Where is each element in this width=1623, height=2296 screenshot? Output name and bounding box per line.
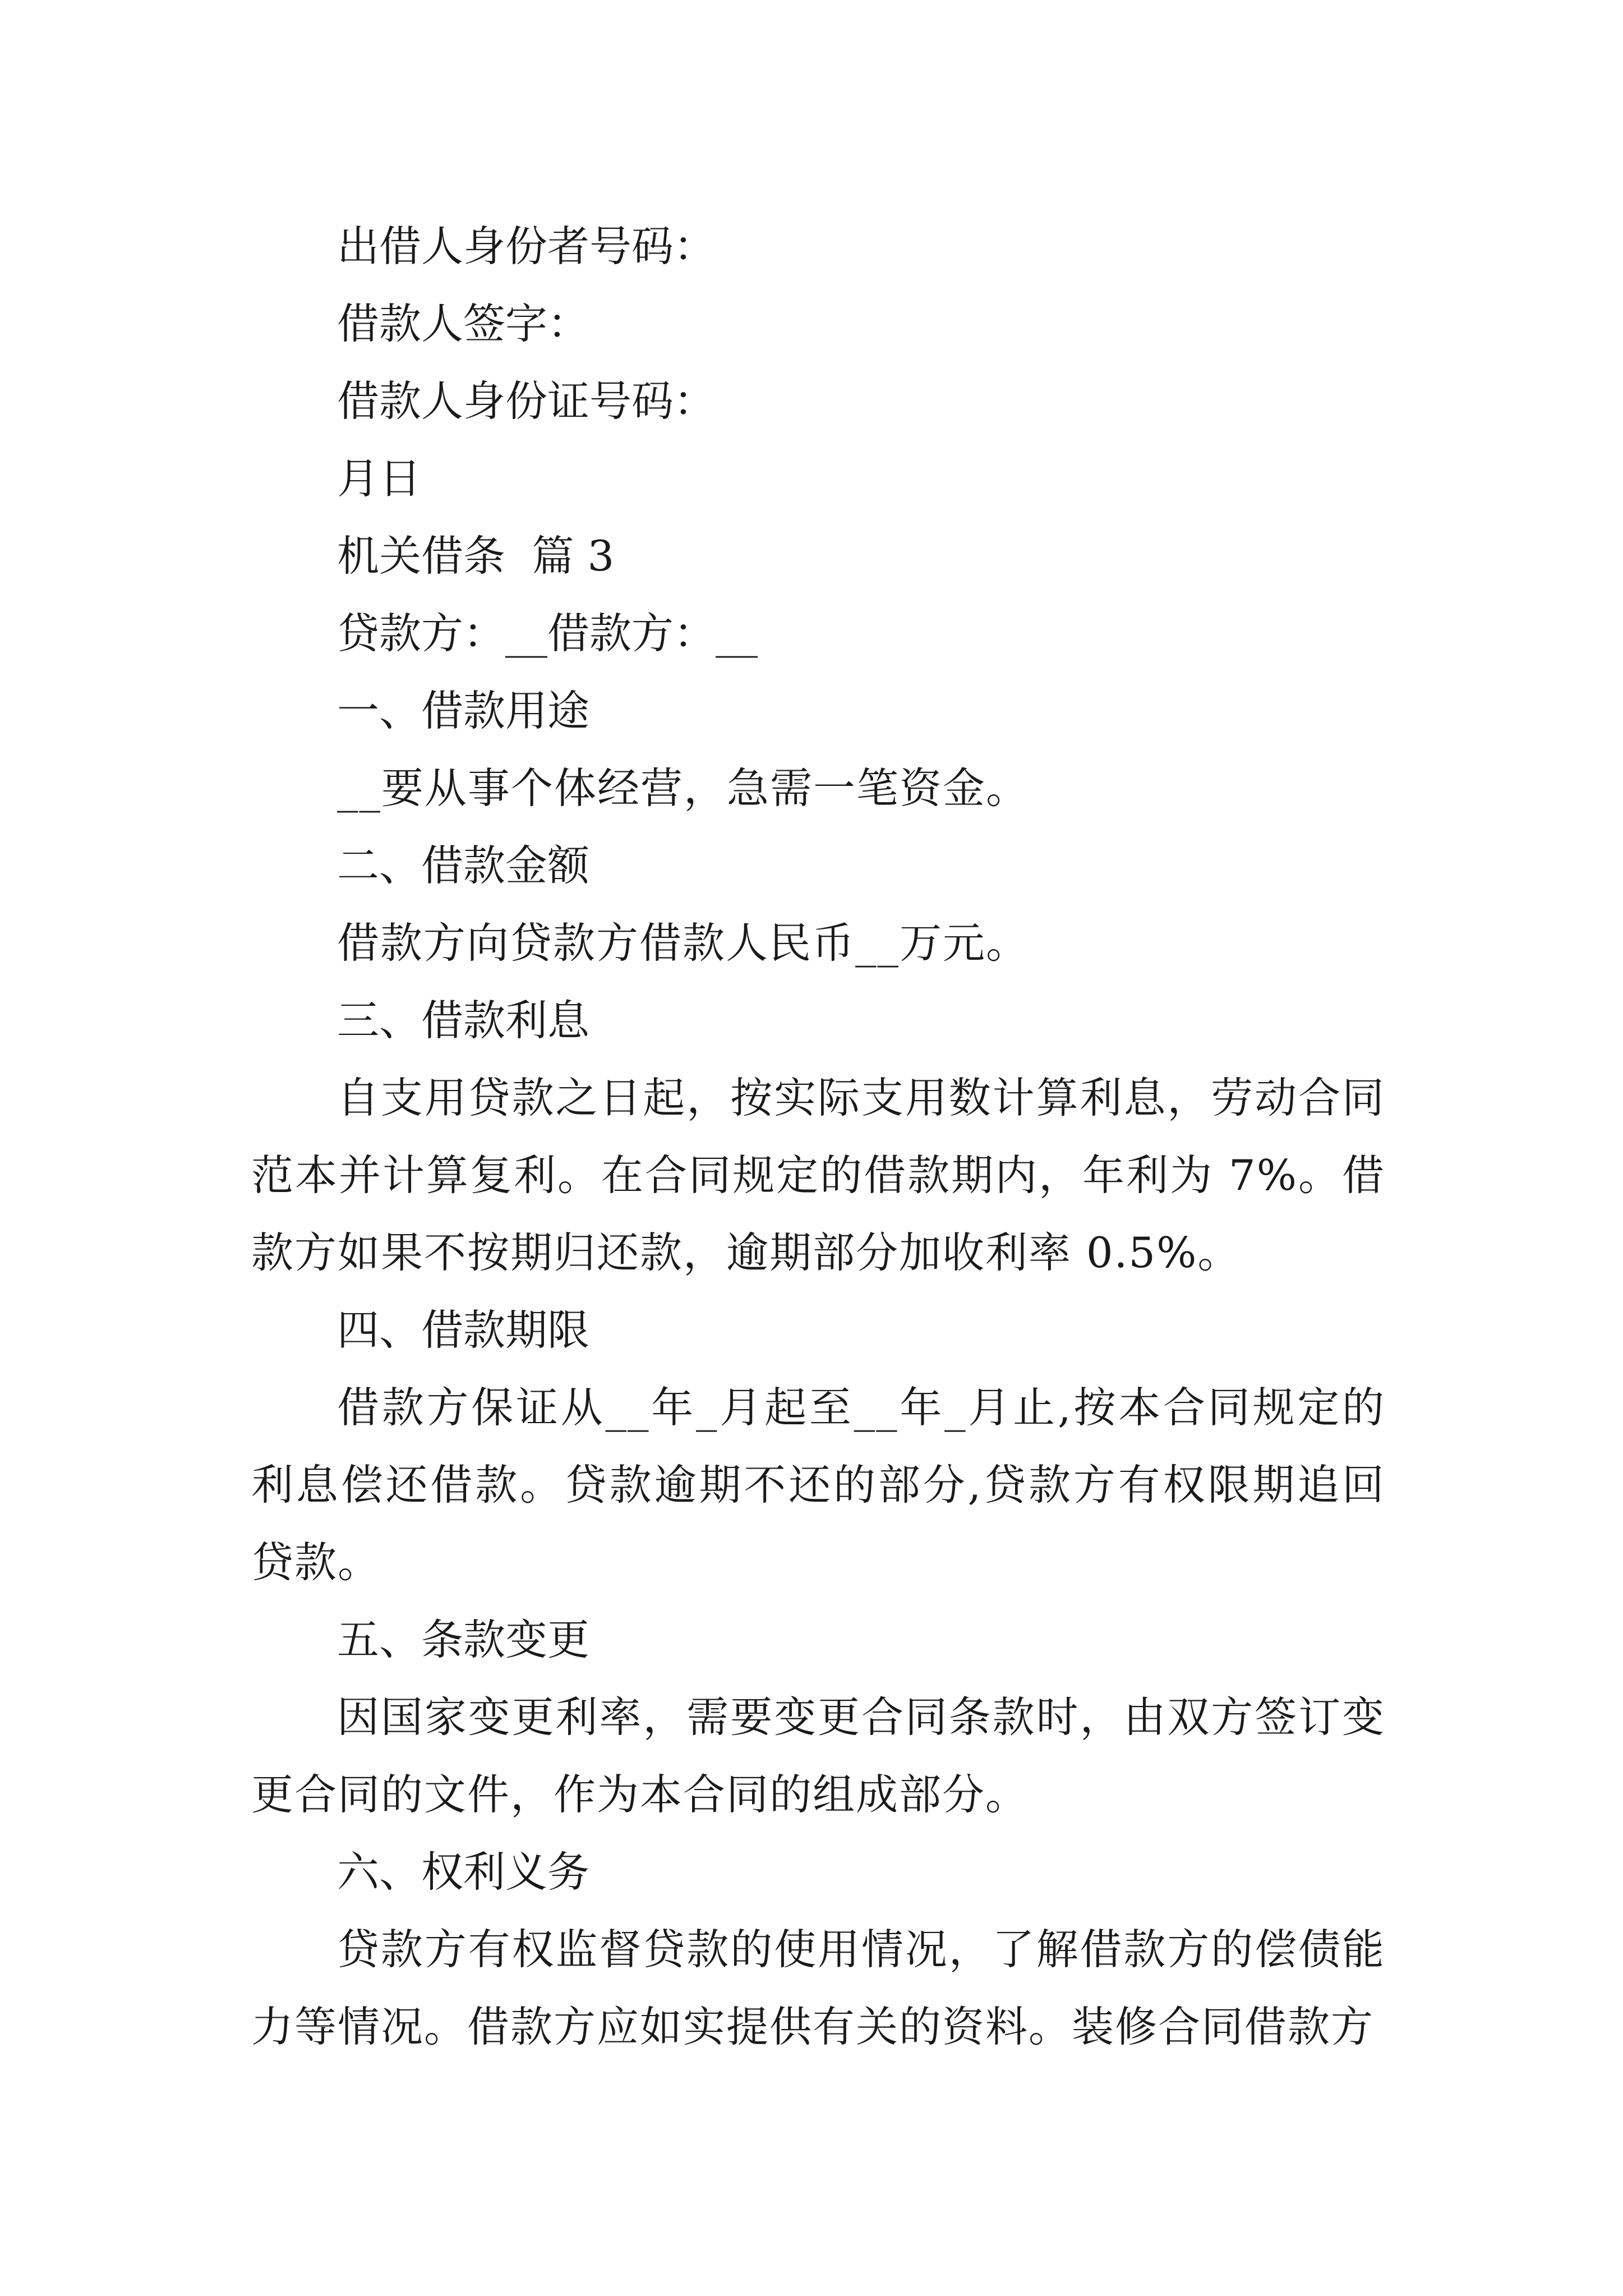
- section-title: 机关借条 篇 3: [337, 531, 615, 581]
- borrower-sign-line: 借款人签字：: [337, 299, 590, 348]
- borrower-id-line: 借款人身份证号码：: [337, 376, 716, 426]
- parties-line: 贷款方：__借款方：__: [337, 609, 758, 658]
- clause-heading-purpose: 一、借款用途: [337, 686, 590, 735]
- date-line: 月日: [337, 454, 422, 503]
- clause-heading-term: 四、借款期限: [337, 1305, 590, 1355]
- clause-body-term: 借款方保证从__年_月起至__年_月止,按本合同规定的利息偿还借款。贷款逾期不还的部分,贷款方有权限期追回贷款。: [251, 1383, 1385, 1587]
- clause-body-amount: 借款方向贷款方借款人民币__万元。: [337, 918, 1030, 968]
- clause-heading-amount: 二、借款金额: [337, 841, 590, 890]
- clause-heading-rights: 六、权利义务: [337, 1847, 590, 1897]
- clause-body-interest: 自支用贷款之日起，按实际支用数计算利息，劳动合同范本并计算复利。在合同规定的借款期内，年利为 7%。借款方如果不按期归还款，逾期部分加收利率 0.5%。: [251, 1073, 1385, 1277]
- clause-body-purpose: __要从事个体经营，急需一笔资金。: [337, 763, 1030, 813]
- document-body: [251, 208, 1385, 2065]
- clause-body-rights: 贷款方有权监督贷款的使用情况，了解借款方的偿债能力等情况。借款方应如实提供有关的资料。装修合同借款方: [251, 1925, 1385, 2051]
- clause-heading-change: 五、条款变更: [337, 1615, 590, 1664]
- lender-id-line: 出借人身份者号码：: [337, 222, 716, 271]
- clause-body-change: 因国家变更利率，需要变更合同条款时，由双方签订变更合同的文件，作为本合同的组成部分。: [251, 1692, 1385, 1819]
- clause-heading-interest: 三、借款利息: [337, 996, 590, 1045]
